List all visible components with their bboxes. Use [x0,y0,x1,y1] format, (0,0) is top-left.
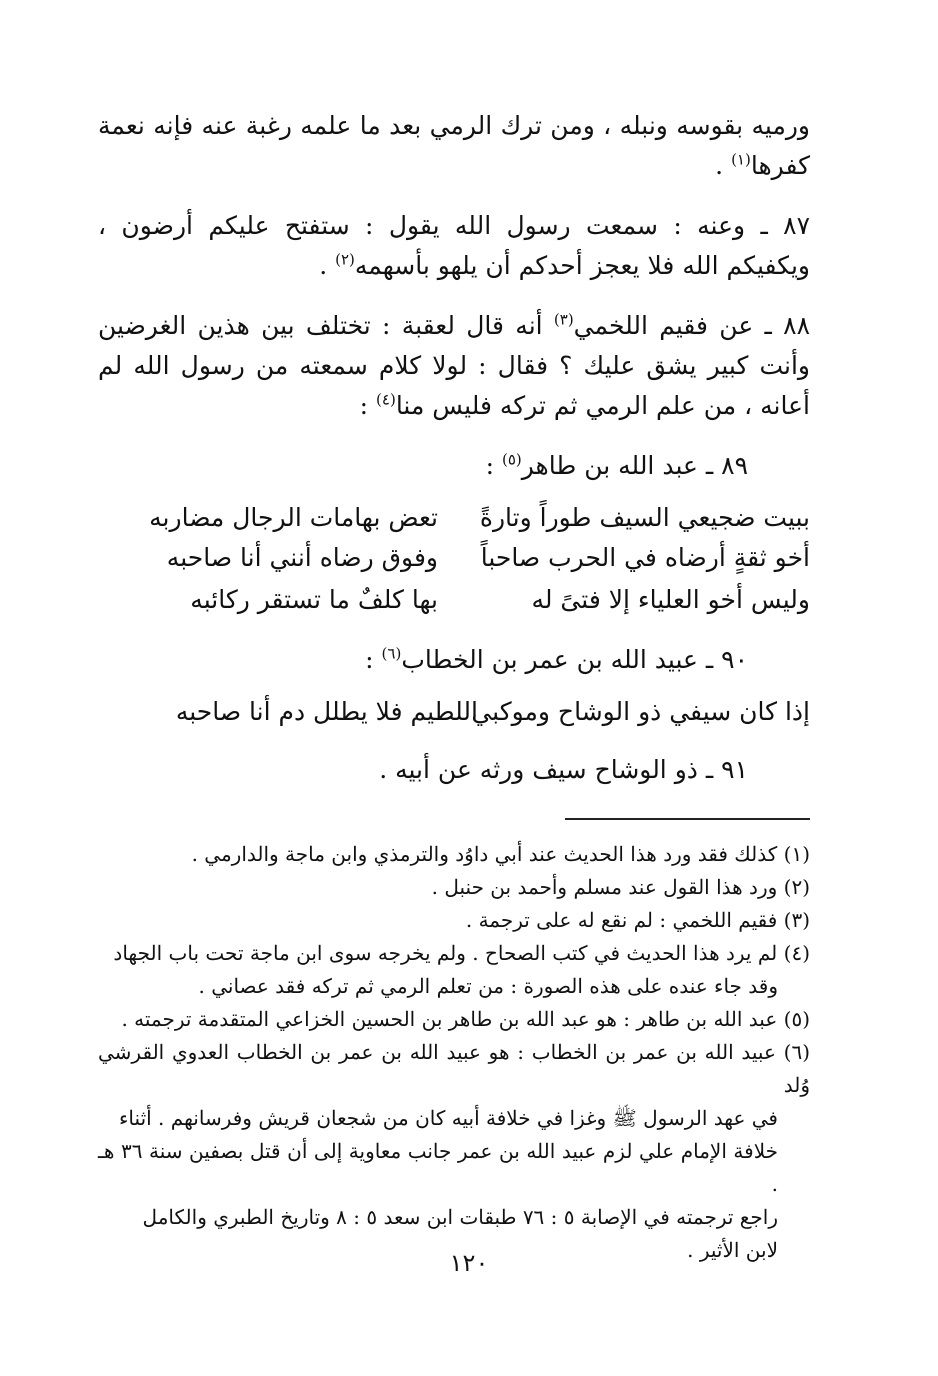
verse-first-hemistich: وليس أخو العلياء إلا فتىً له [531,585,810,614]
paragraph-text: ٨٧ ـ وعنه : سمعت رسول الله يقول : ستفتح عليكم أرضون ، ويكفيكم الله فلا يعجز أحدكم أن يلهو بأسهمه [98,211,810,280]
paragraph-text: أنه قال لعقبة : تختلف بين هذين الغرضين وأنت كبير يشق عليك ؟ فقال : لولا كلام سمعته من رسول الله لم أعانه ، من علم الرمي ثم تركه فليس منا [98,311,810,420]
footnote-4: (٤) لم يرد هذا الحديث في كتب الصحاح . ولم يخرجه سوى ابن ماجة تحت باب الجهاد [113,941,810,965]
footnote-6-continuation: في عهد الرسول ﷺ وغزا في خلافة أبيه كان من شجعان قريش وفرسانهم . أثناء [119,1106,778,1130]
paragraph-88 [98,306,810,426]
verse-second-hemistich: بها كلفٌ ما تستقر ركائبه [190,585,438,614]
footnote-5: (٥) عبد الله بن طاهر : هو عبد الله بن طاهر بن الحسين الخزاعي المتقدمة ترجمته . [121,1007,810,1031]
footnote-3: (٣) فقيم اللخمي : لم نقع له على ترجمة . [465,908,810,932]
verse-first-hemistich: ببيت ضجيعي السيف طوراً وتارةً [479,503,810,532]
entry-heading-89 [486,446,748,486]
footnote-6-references: راجع ترجمته في الإصابة ٥ : ٧٦ طبقات ابن سعد ٥ : ٨ وتاريخ الطبري والكامل [142,1205,778,1229]
footnote-divider [565,818,810,820]
footnote-6-references: لابن الأثير . [687,1238,778,1262]
heading-text: ٩٠ ـ عبيد الله بن عمر بن الخطاب [401,645,748,674]
paragraph-text: ورميه بقوسه ونبله ، ومن ترك الرمي بعد ما علمه رغبة عنه فإنه نعمة كفرها [98,111,810,180]
verse-second-hemistich: تعض بهامات الرجال مضاربه [149,503,438,532]
footnote-ref: (٥) [501,450,522,469]
verse-first-hemistich: إذا كان سيفي ذو الوشاح وموكبي [471,697,810,726]
heading-end: : [365,645,382,674]
poem-verse [98,538,810,578]
footnote-4-continuation: وقد جاء عنده على هذه الصورة : من تعلم الرمي ثم تركه فقد عصاني . [198,974,778,998]
paragraph-continuation [98,106,810,186]
paragraph-end: . [715,151,732,180]
footnote-ref: (٤) [376,390,396,409]
poem-verse [98,580,810,620]
entry-heading-90 [365,640,748,680]
poem-verse [98,692,810,732]
footnote-ref: (٦) [381,644,402,663]
page-number: ١٢٠ [449,1249,489,1277]
verse-first-hemistich: أخو ثقةٍ أرضاه في الحرب صاحباً [480,543,810,572]
entry-heading-91: ٩١ ـ ذو الوشاح سيف ورثه عن أبيه . [379,755,748,784]
paragraph-end: : [359,391,377,420]
footnote-ref: (٢) [335,250,355,269]
verse-second-hemistich: اللطيم فلا يطلل دم أنا صاحبه [175,697,478,726]
footnote-ref: (٣) [553,310,574,329]
footnote-ref: (١) [731,150,751,169]
footnote-2: (٢) ورد هذا القول عند مسلم وأحمد بن حنبل . [431,875,810,899]
poem-verse [98,498,810,538]
heading-text: ٨٩ ـ عبد الله بن طاهر [521,451,748,480]
footnote-6-continuation: خلافة الإمام علي لزم عبيد الله بن عمر جانب معاوية إلى أن قتل بصفين سنة ٣٦ هـ . [98,1139,778,1196]
paragraph-end: . [319,251,336,280]
footnote-6: (٦) عبيد الله بن عمر بن الخطاب : هو عبيد الله بن عمر بن الخطاب العدوي القرشي وُلد [98,1040,810,1097]
verse-second-hemistich: وفوق رضاه أنني أنا صاحبه [166,543,438,572]
paragraph-text: ٨٨ ـ عن فقيم اللخمي [573,311,811,340]
footnotes [98,838,810,1267]
heading-end: : [485,451,502,480]
footnote-1: (١) كذلك فقد ورد هذا الحديث عند أبي داوُد والترمذي وابن ماجة والدارمي . [191,842,810,866]
paragraph-87 [98,206,810,286]
